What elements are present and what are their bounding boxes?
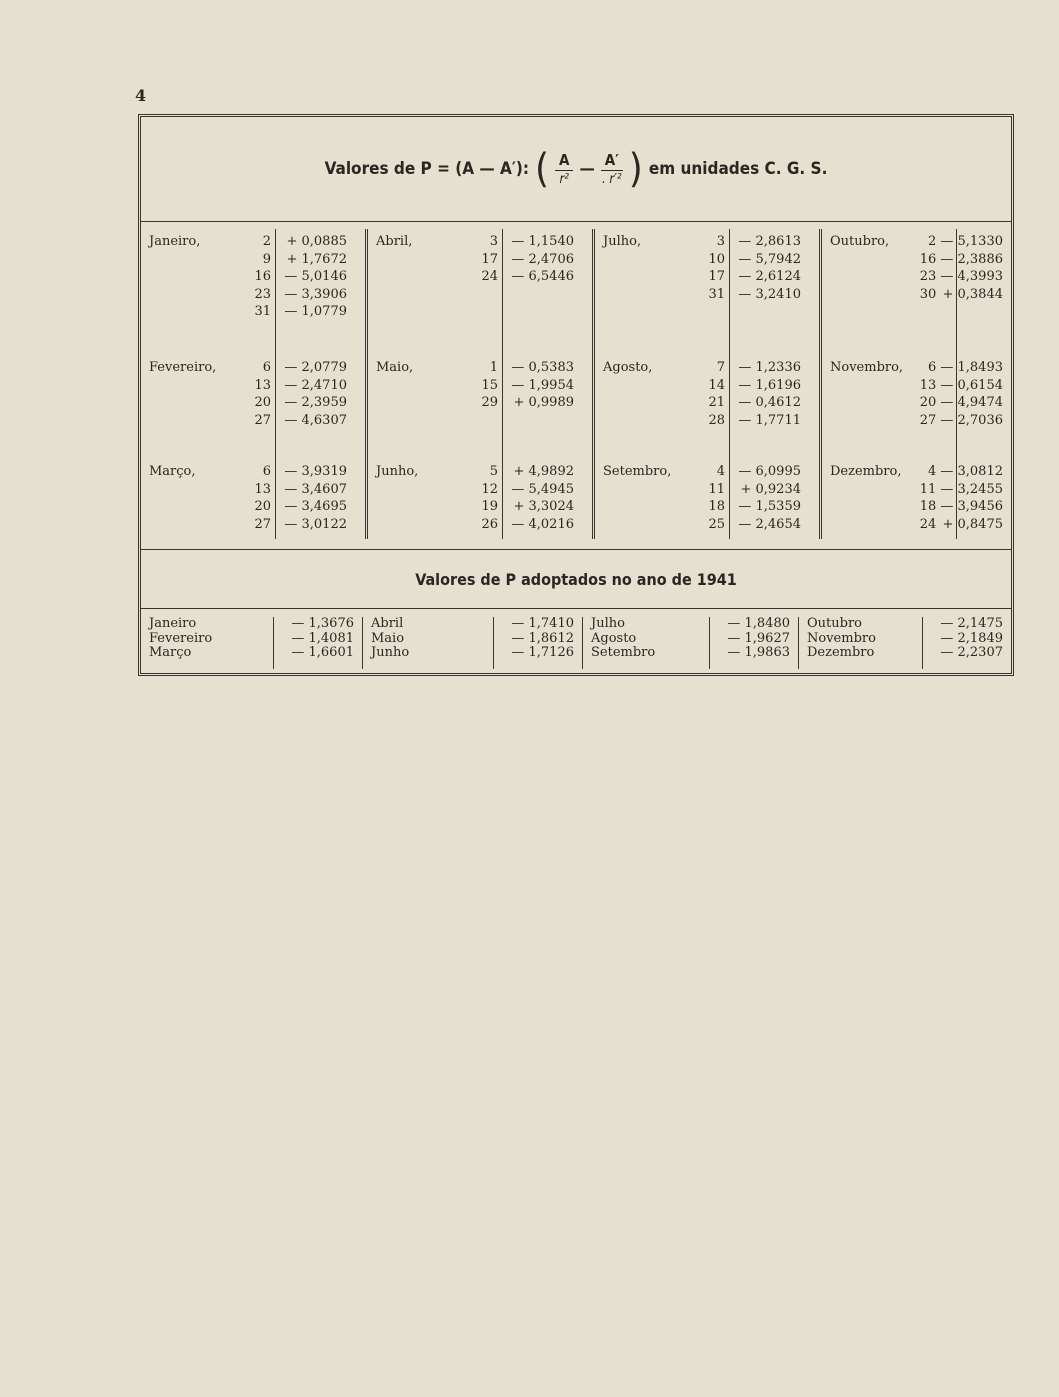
data-table (138, 114, 1014, 676)
table-row (595, 412, 822, 430)
day-cell: 4 (928, 464, 937, 479)
month-block (368, 233, 595, 286)
adopted-months (141, 617, 273, 669)
adopted-month-name: Setembro (591, 645, 656, 660)
adopted-value: — 1,9627 (727, 630, 790, 646)
value-cell: — 1,6196 (738, 377, 801, 393)
value-cell: + 0,9234 (740, 481, 801, 497)
day-cell: 23 (919, 269, 937, 284)
day-cell: 13 (919, 377, 937, 393)
month-label (368, 481, 466, 499)
month-block (141, 463, 368, 533)
value-cell: — 1,1540 (511, 234, 574, 249)
value-cell: — 3,0812 (940, 464, 1003, 479)
month-block (595, 463, 822, 533)
value-cell: + 0,3844 (942, 286, 1003, 302)
table-row (368, 251, 595, 269)
month-label (595, 286, 693, 304)
table-row (822, 233, 1011, 251)
table-row (141, 233, 368, 251)
month-label (595, 377, 693, 395)
month-label: Março, (149, 464, 196, 479)
quarter-column (595, 221, 822, 547)
table-row (822, 498, 1011, 516)
adopted-months (799, 617, 922, 669)
adopted-value: — 1,7126 (511, 645, 574, 660)
adopted-column (799, 617, 1011, 669)
right-paren: ) (628, 146, 643, 192)
month-block (595, 359, 822, 429)
table-row (822, 516, 1011, 534)
adopted-values (493, 617, 582, 669)
table-row (595, 516, 822, 534)
month-label (141, 303, 239, 321)
table-row (822, 412, 1011, 430)
month-label (822, 498, 908, 516)
table-header (141, 117, 1011, 222)
adopted-column (363, 617, 583, 669)
day-cell: 29 (481, 395, 498, 410)
month-label: Maio, (376, 360, 414, 375)
table-row (141, 286, 368, 304)
value-cell: — 5,7942 (738, 251, 801, 267)
month-block (822, 233, 1011, 303)
month-label: Junho, (376, 464, 419, 479)
month-label (822, 268, 908, 286)
table-row (595, 377, 822, 395)
adopted-value: — 1,4081 (291, 630, 354, 646)
header-formula (324, 146, 828, 192)
day-cell: 21 (708, 395, 725, 410)
month-label (368, 377, 466, 395)
day-cell: 4 (716, 464, 725, 479)
table-row (822, 463, 1011, 481)
day-cell: 14 (708, 377, 725, 393)
month-label (595, 498, 693, 516)
value-cell: — 3,4695 (284, 499, 347, 514)
month-label (822, 516, 908, 534)
table-row (822, 377, 1011, 395)
table-row (822, 359, 1011, 377)
month-label (368, 498, 466, 516)
adopted-month-name: Fevereiro (149, 630, 213, 646)
month-label (141, 251, 239, 269)
month-label: Julho, (603, 234, 642, 249)
value-cell: — 2,4706 (511, 251, 574, 267)
value-cell: — 2,4710 (284, 377, 347, 393)
table-row (595, 481, 822, 499)
adopted-months (583, 617, 709, 669)
value-cell: — 5,1330 (940, 234, 1003, 249)
month-label: Janeiro, (149, 234, 201, 249)
adopted-month-name: Agosto (591, 630, 637, 646)
table-row (141, 412, 368, 430)
table-row (822, 394, 1011, 412)
day-cell: 26 (481, 516, 498, 532)
table-row (141, 498, 368, 516)
day-cell: 6 (928, 360, 937, 375)
month-label (141, 498, 239, 516)
adopted-month-name: Março (149, 645, 192, 660)
day-cell: 12 (481, 481, 498, 497)
day-cell: 28 (708, 412, 725, 428)
day-cell: 20 (254, 499, 271, 514)
table-row (368, 481, 595, 499)
adopted-month-name: Junho (371, 645, 410, 660)
month-label (822, 394, 908, 412)
table-row (368, 498, 595, 516)
header-prefix: Valores de P = (A — A′): (324, 159, 529, 179)
value-cell: — 2,3959 (284, 395, 347, 410)
month-label (595, 516, 693, 534)
value-cell: — 3,3906 (284, 286, 347, 302)
day-cell: 24 (481, 269, 498, 284)
day-cell: 27 (919, 412, 937, 428)
value-cell: — 3,0122 (284, 516, 347, 532)
adopted-values-table (141, 617, 1011, 669)
table-row (141, 377, 368, 395)
table-row (368, 516, 595, 534)
table-row (141, 268, 368, 286)
quarter-column (368, 221, 595, 547)
adopted-month-name: Dezembro (807, 645, 875, 660)
value-cell: + 1,7672 (286, 251, 347, 267)
value-cell: — 2,6124 (738, 269, 801, 284)
adopted-values (273, 617, 362, 669)
fraction-1 (555, 150, 573, 187)
table-row (822, 481, 1011, 499)
table-row (141, 359, 368, 377)
day-cell: 3 (716, 234, 725, 249)
header-suffix: em unidades C. G. S. (648, 159, 828, 179)
month-label (595, 251, 693, 269)
value-cell: — 5,0146 (284, 269, 347, 284)
table-row (595, 268, 822, 286)
table-row (595, 251, 822, 269)
day-cell: 20 (254, 395, 271, 410)
day-cell: 10 (708, 251, 725, 267)
day-cell: 18 (708, 499, 725, 514)
value-cell: + 4,9892 (513, 464, 574, 479)
day-cell: 6 (262, 464, 271, 479)
month-label (595, 412, 693, 430)
adopted-value: — 1,9863 (727, 645, 790, 660)
table-row (822, 251, 1011, 269)
month-label (822, 286, 908, 304)
adopted-values (709, 617, 798, 669)
month-label (141, 286, 239, 304)
fraction-2-numerator: A′ (601, 153, 623, 171)
left-paren: ( (534, 146, 550, 192)
month-label: Agosto, (603, 360, 653, 375)
month-label: Outubro, (830, 234, 890, 249)
day-cell: 25 (708, 516, 725, 532)
day-cell: 2 (262, 234, 271, 249)
adopted-value: — 2,2307 (940, 645, 1003, 660)
day-cell: 15 (481, 377, 498, 393)
adopted-month-name: Novembro (807, 630, 876, 646)
day-cell: 11 (708, 481, 725, 497)
day-cell: 20 (919, 395, 937, 410)
header-minus: — (579, 159, 595, 179)
day-cell: 18 (919, 499, 937, 514)
table-row (141, 251, 368, 269)
table-row (141, 481, 368, 499)
day-cell: 31 (254, 304, 271, 319)
value-cell: — 1,2336 (738, 360, 801, 375)
adopted-month-name: Outubro (807, 616, 862, 631)
value-cell: + 0,0885 (286, 234, 347, 249)
table-row (595, 359, 822, 377)
adopted-column (141, 617, 363, 669)
month-label (141, 481, 239, 499)
table-row (595, 498, 822, 516)
day-cell: 5 (489, 464, 498, 479)
adopted-month-name: Julho (591, 616, 625, 631)
month-label (822, 481, 908, 499)
adopted-value: — 1,8480 (727, 616, 790, 631)
fraction-1-denominator: r² (559, 171, 569, 187)
value-cell: — 4,9474 (940, 395, 1003, 410)
value-cell: — 0,5383 (511, 360, 574, 375)
day-cell: 17 (481, 251, 498, 267)
value-cell: — 3,2455 (940, 481, 1003, 497)
month-label (368, 251, 466, 269)
table-row (595, 463, 822, 481)
day-cell: 7 (716, 360, 725, 375)
month-label (141, 268, 239, 286)
table-row (822, 268, 1011, 286)
day-cell: 19 (481, 499, 498, 514)
table-row (368, 463, 595, 481)
table-row (141, 394, 368, 412)
monthly-values-grid (141, 221, 1011, 547)
day-cell: 31 (708, 286, 725, 302)
value-cell: — 1,0779 (284, 304, 347, 319)
fraction-2 (601, 150, 623, 187)
month-block (595, 233, 822, 303)
value-cell: + 3,3024 (513, 499, 574, 514)
value-cell: — 2,0779 (284, 360, 347, 375)
day-cell: 13 (254, 481, 271, 497)
table-row (141, 463, 368, 481)
table-row (595, 286, 822, 304)
month-label (595, 268, 693, 286)
adopted-column (583, 617, 799, 669)
day-cell: 30 (919, 286, 937, 302)
adopted-month-name: Abril (371, 616, 404, 631)
month-label: Fevereiro, (149, 360, 217, 375)
adopted-title: Valores de P adoptados no ano de 1941 (141, 549, 1011, 609)
table-row (368, 268, 595, 286)
month-label (141, 412, 239, 430)
table-row (822, 286, 1011, 304)
table-row (368, 377, 595, 395)
table-row (595, 394, 822, 412)
month-label (822, 377, 908, 395)
day-cell: 27 (254, 516, 271, 532)
quarter-column (822, 221, 1011, 547)
month-label: Setembro, (603, 464, 672, 479)
fraction-1-numerator: A (555, 153, 573, 171)
month-block (368, 359, 595, 412)
month-block (822, 463, 1011, 533)
value-cell: — 3,9319 (284, 464, 347, 479)
month-label: Dezembro, (830, 464, 902, 479)
value-cell: — 4,3993 (940, 269, 1003, 284)
month-label (822, 412, 908, 430)
table-row (141, 303, 368, 321)
value-cell: — 6,5446 (511, 269, 574, 284)
value-cell: — 4,0216 (511, 516, 574, 532)
day-cell: 23 (254, 286, 271, 302)
month-label (141, 377, 239, 395)
value-cell: — 0,6154 (940, 377, 1003, 393)
table-row (141, 516, 368, 534)
day-cell: 16 (254, 269, 271, 284)
value-cell: — 1,8493 (940, 360, 1003, 375)
table-row (368, 359, 595, 377)
quarter-column (141, 221, 368, 547)
value-cell: + 0,8475 (942, 516, 1003, 532)
value-cell: — 4,6307 (284, 412, 347, 428)
month-label (368, 516, 466, 534)
adopted-values (922, 617, 1011, 669)
value-cell: — 5,4945 (511, 481, 574, 497)
month-label (595, 394, 693, 412)
month-block (141, 359, 368, 429)
value-cell: — 1,9954 (511, 377, 574, 393)
page-number: 4 (135, 86, 147, 105)
month-label (822, 251, 908, 269)
adopted-month-name: Janeiro (149, 616, 197, 631)
table-row (368, 233, 595, 251)
adopted-value: — 2,1475 (940, 616, 1003, 631)
table-row (595, 233, 822, 251)
value-cell: — 0,4612 (738, 395, 801, 410)
month-label (368, 394, 466, 412)
day-cell: 17 (708, 269, 725, 284)
day-cell: 2 (928, 234, 937, 249)
day-cell: 3 (489, 234, 498, 249)
value-cell: — 3,2410 (738, 286, 801, 302)
day-cell: 6 (262, 360, 271, 375)
value-cell: — 2,4654 (738, 516, 801, 532)
day-cell: 24 (919, 516, 937, 532)
value-cell: — 2,7036 (940, 412, 1003, 428)
adopted-month-name: Maio (371, 630, 405, 646)
value-cell: — 1,5359 (738, 499, 801, 514)
month-block (368, 463, 595, 533)
day-cell: 1 (489, 360, 498, 375)
adopted-value: — 1,3676 (291, 616, 354, 631)
adopted-months (363, 617, 493, 669)
value-cell: — 2,8613 (738, 234, 801, 249)
value-cell: + 0,9989 (513, 395, 574, 410)
month-label (141, 394, 239, 412)
month-label (595, 481, 693, 499)
month-block (822, 359, 1011, 429)
adopted-value: — 1,6601 (291, 645, 354, 660)
day-cell: 16 (919, 251, 937, 267)
adopted-value: — 1,7410 (511, 616, 574, 631)
adopted-value: — 1,8612 (511, 630, 574, 646)
table-row (368, 394, 595, 412)
month-label (141, 516, 239, 534)
month-label (368, 268, 466, 286)
value-cell: — 3,9456 (940, 499, 1003, 514)
month-label: Abril, (376, 234, 413, 249)
day-cell: 11 (919, 481, 937, 497)
month-block (141, 233, 368, 321)
value-cell: — 6,0995 (738, 464, 801, 479)
day-cell: 13 (254, 377, 271, 393)
day-cell: 9 (262, 251, 271, 267)
value-cell: — 1,7711 (738, 412, 801, 428)
adopted-value: — 2,1849 (940, 630, 1003, 646)
value-cell: — 3,4607 (284, 481, 347, 497)
value-cell: — 2,3886 (940, 251, 1003, 267)
fraction-2-denominator: . r′² (602, 171, 622, 187)
month-label: Novembro, (830, 360, 904, 375)
day-cell: 27 (254, 412, 271, 428)
